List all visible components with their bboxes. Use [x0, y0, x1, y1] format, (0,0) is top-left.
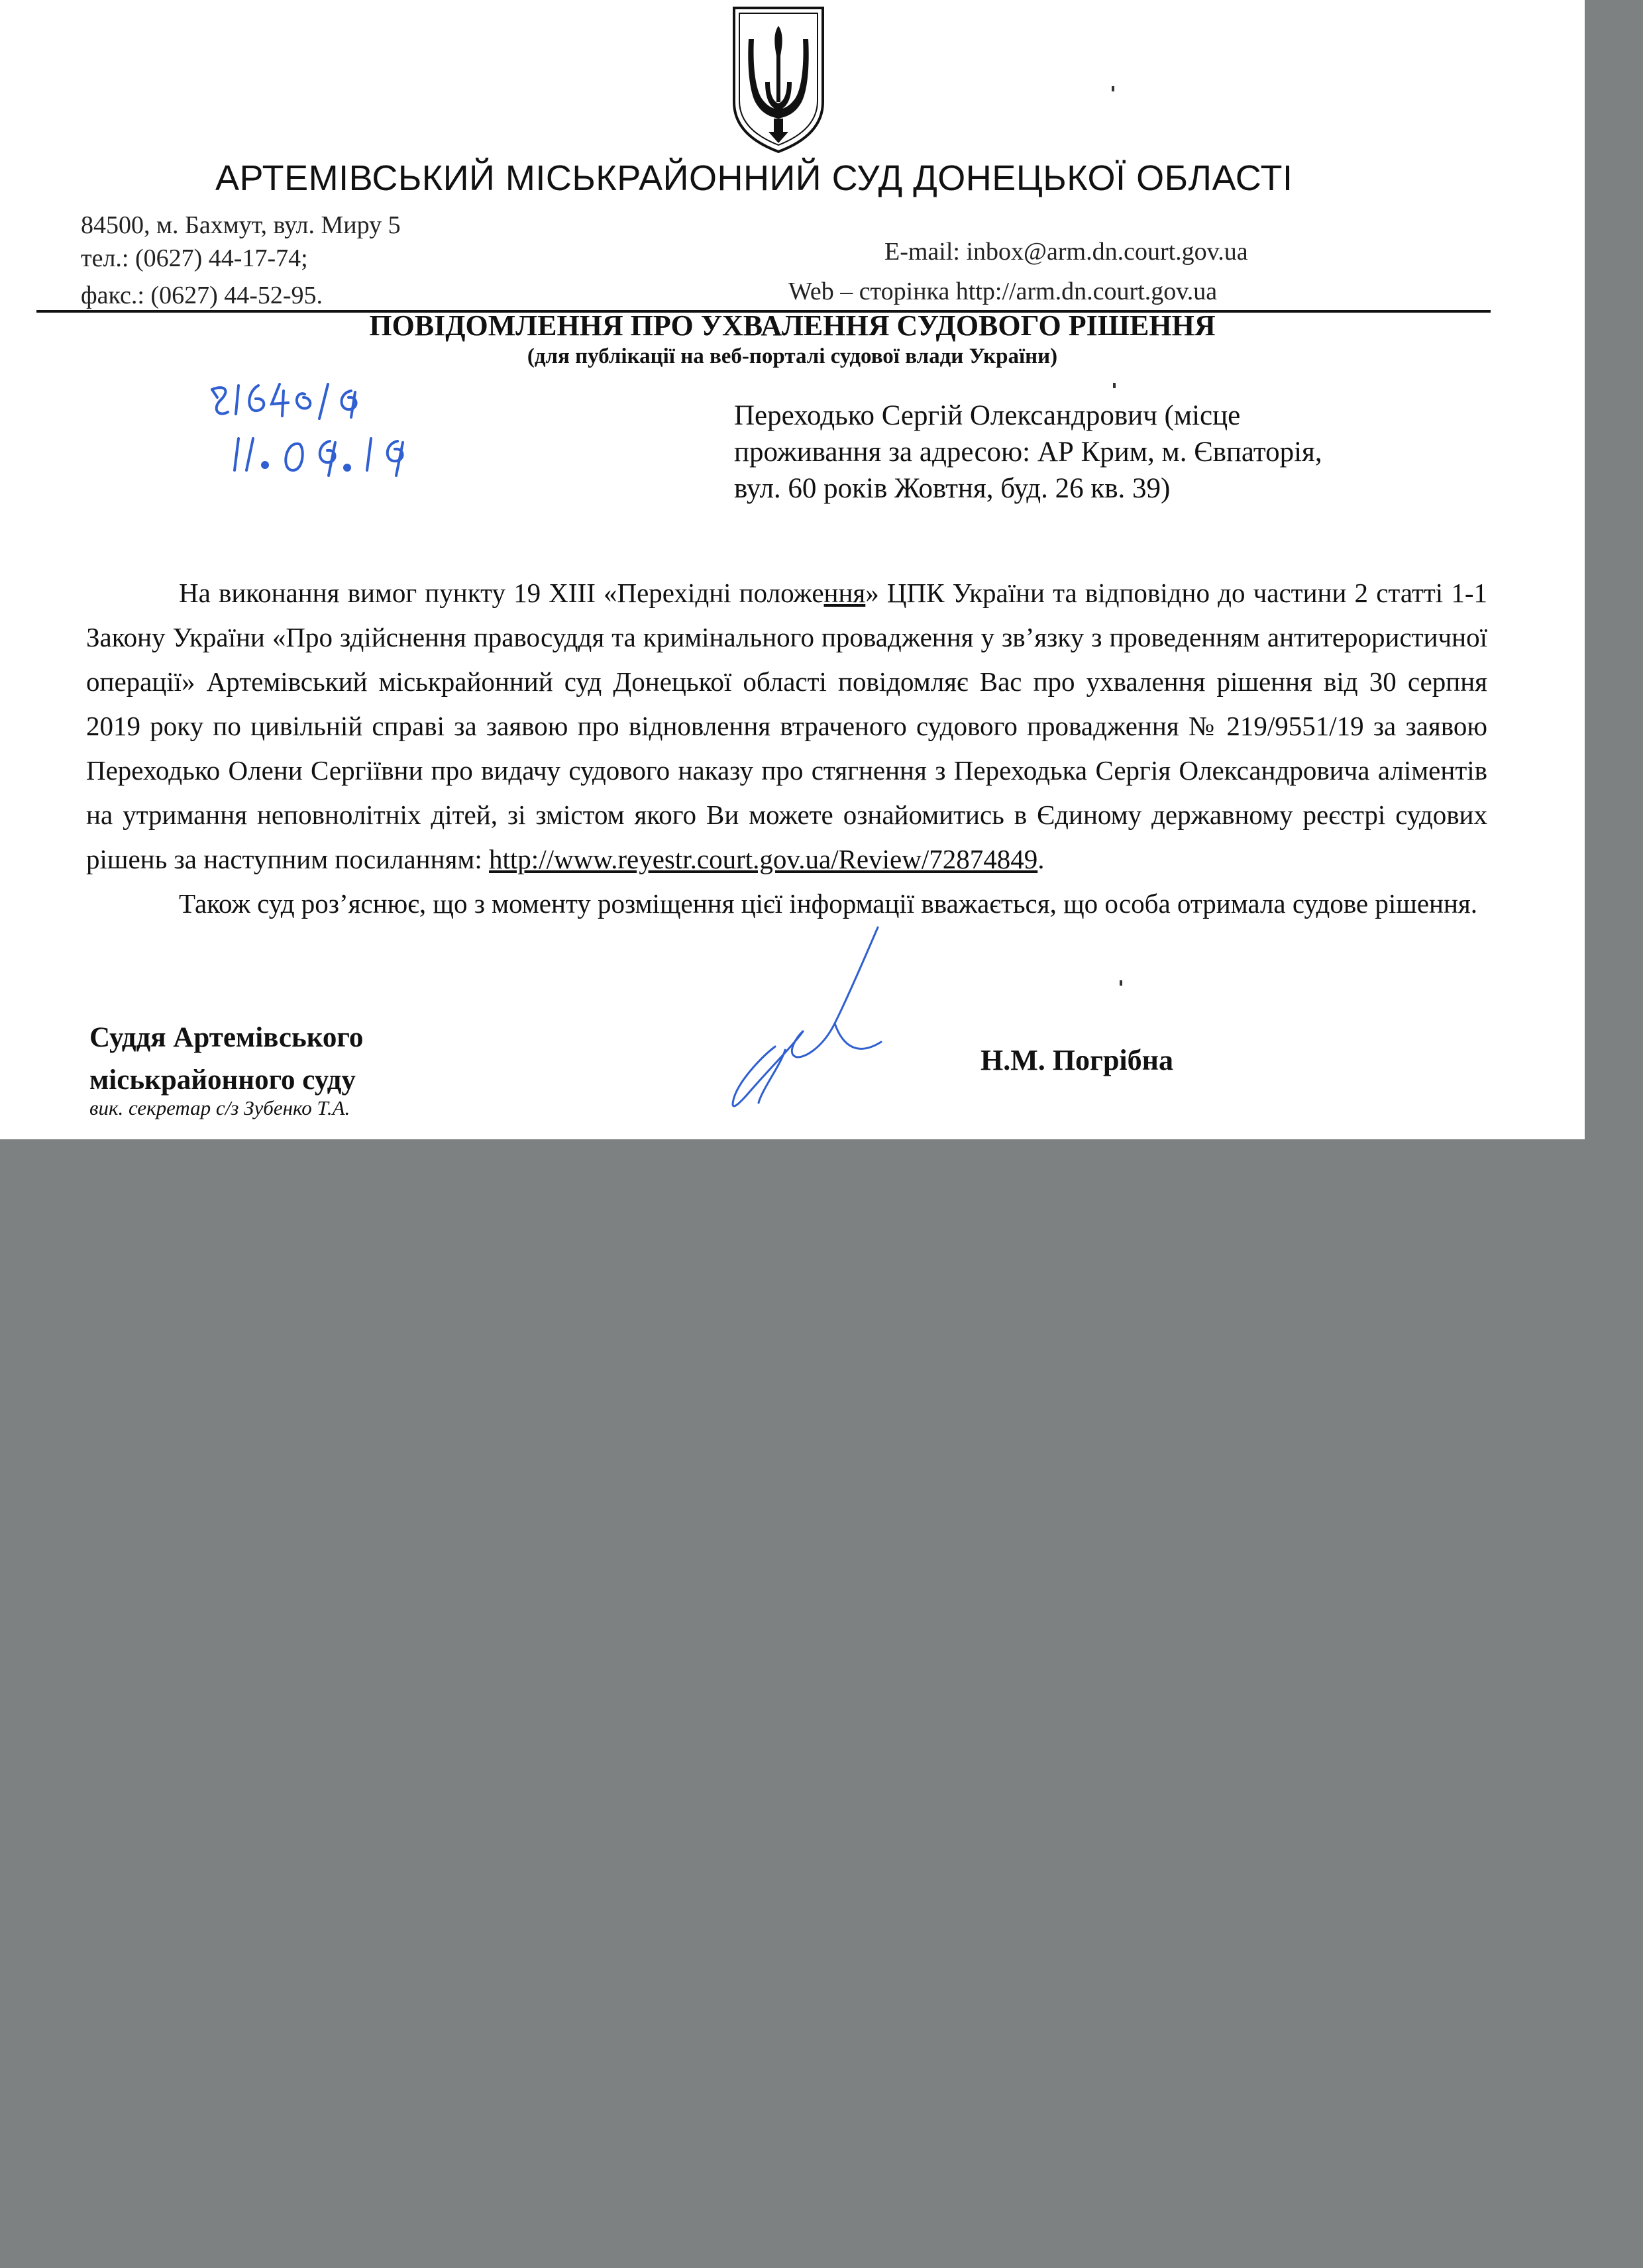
notice-title: ПОВІДОМЛЕННЯ ПРО УХВАЛЕННЯ СУДОВОГО РІШЕННЯ [369, 309, 1216, 342]
recipient-address: Переходько Сергій Олександрович (місце проживання за адресою: АР Крим, м. Євпаторія, вул. 60 років Жовтня, буд. 26 кв. 39) [734, 400, 1322, 504]
judge-title-line-2: міськрайонного суду [89, 1064, 356, 1096]
body-paragraph-1 [86, 571, 1487, 882]
court-website: Web – сторінка http://arm.dn.court.gov.ua [788, 278, 1218, 305]
judge-signature [722, 924, 888, 1116]
notice-body [86, 571, 1487, 926]
registry-link[interactable]: http://www.reyestr.court.gov.ua/Review/72874849 [489, 844, 1038, 874]
scan-speck [1112, 86, 1114, 91]
scan-speck [1120, 980, 1122, 986]
court-email: E-mail: inbox@arm.dn.court.gov.ua [884, 238, 1248, 266]
body-text-part: » ЦПК України та відповідно до частини 2 статті 1-1 Закону України «Про здійснення правосуддя та кримінального провадження у зв’язку з проведенням антитерористичної операції» Артемівський міськрайонний суд Донецької області повідомляє Вас про ухвалення рішення від 30 серпня 2019 року по цивільній справі за заявою про відновлення втраченого судового провадження № 219/9551/19 за заявою Переходько Олени Сергіївни про видачу судового наказу про стягнення з Переходька Сергія Олександровича аліментів на утримання неповнолітніх дітей, зі змістом якого Ви можете ознайомитись в Єдиному державному реєстрі судових рішень за наступним посиланням: [86, 578, 1487, 874]
body-paragraph-2: Також суд роз’яснює, що з моменту розміщення цієї інформації вважається, що особа отримала судове рішення. [179, 888, 1478, 919]
body-text-underlined: ння [823, 578, 866, 608]
judge-title [89, 1017, 363, 1102]
judge-title-line-1: Суддя Артемівського [89, 1022, 364, 1053]
scan-speck [1113, 383, 1116, 388]
judge-name: Н.М. Погрібна [980, 1044, 1174, 1076]
coat-of-arms-trident-icon [729, 3, 828, 155]
notice-subtitle: (для публікації на веб-порталі судової влади України) [527, 344, 1058, 368]
court-address: 84500, м. Бахмут, вул. Миру 5 [81, 211, 401, 239]
handwritten-registration-note [205, 378, 424, 484]
court-name: АРТЕМІВСЬКИЙ МІСЬКРАЙОННИЙ СУД ДОНЕЦЬКОЇ ОБЛАСТІ [215, 158, 1293, 198]
court-fax: факс.: (0627) 44-52-95. [81, 282, 323, 309]
body-text-part: . [1037, 844, 1045, 874]
document-page [0, 0, 1585, 1139]
court-phone: тел.: (0627) 44-17-74; [81, 244, 308, 272]
secretary-note: вик. секретар с/з Зубенко Т.А. [89, 1096, 350, 1119]
body-text-part: На виконання вимог пункту 19 ХIII «Перехідні положе [179, 578, 824, 608]
